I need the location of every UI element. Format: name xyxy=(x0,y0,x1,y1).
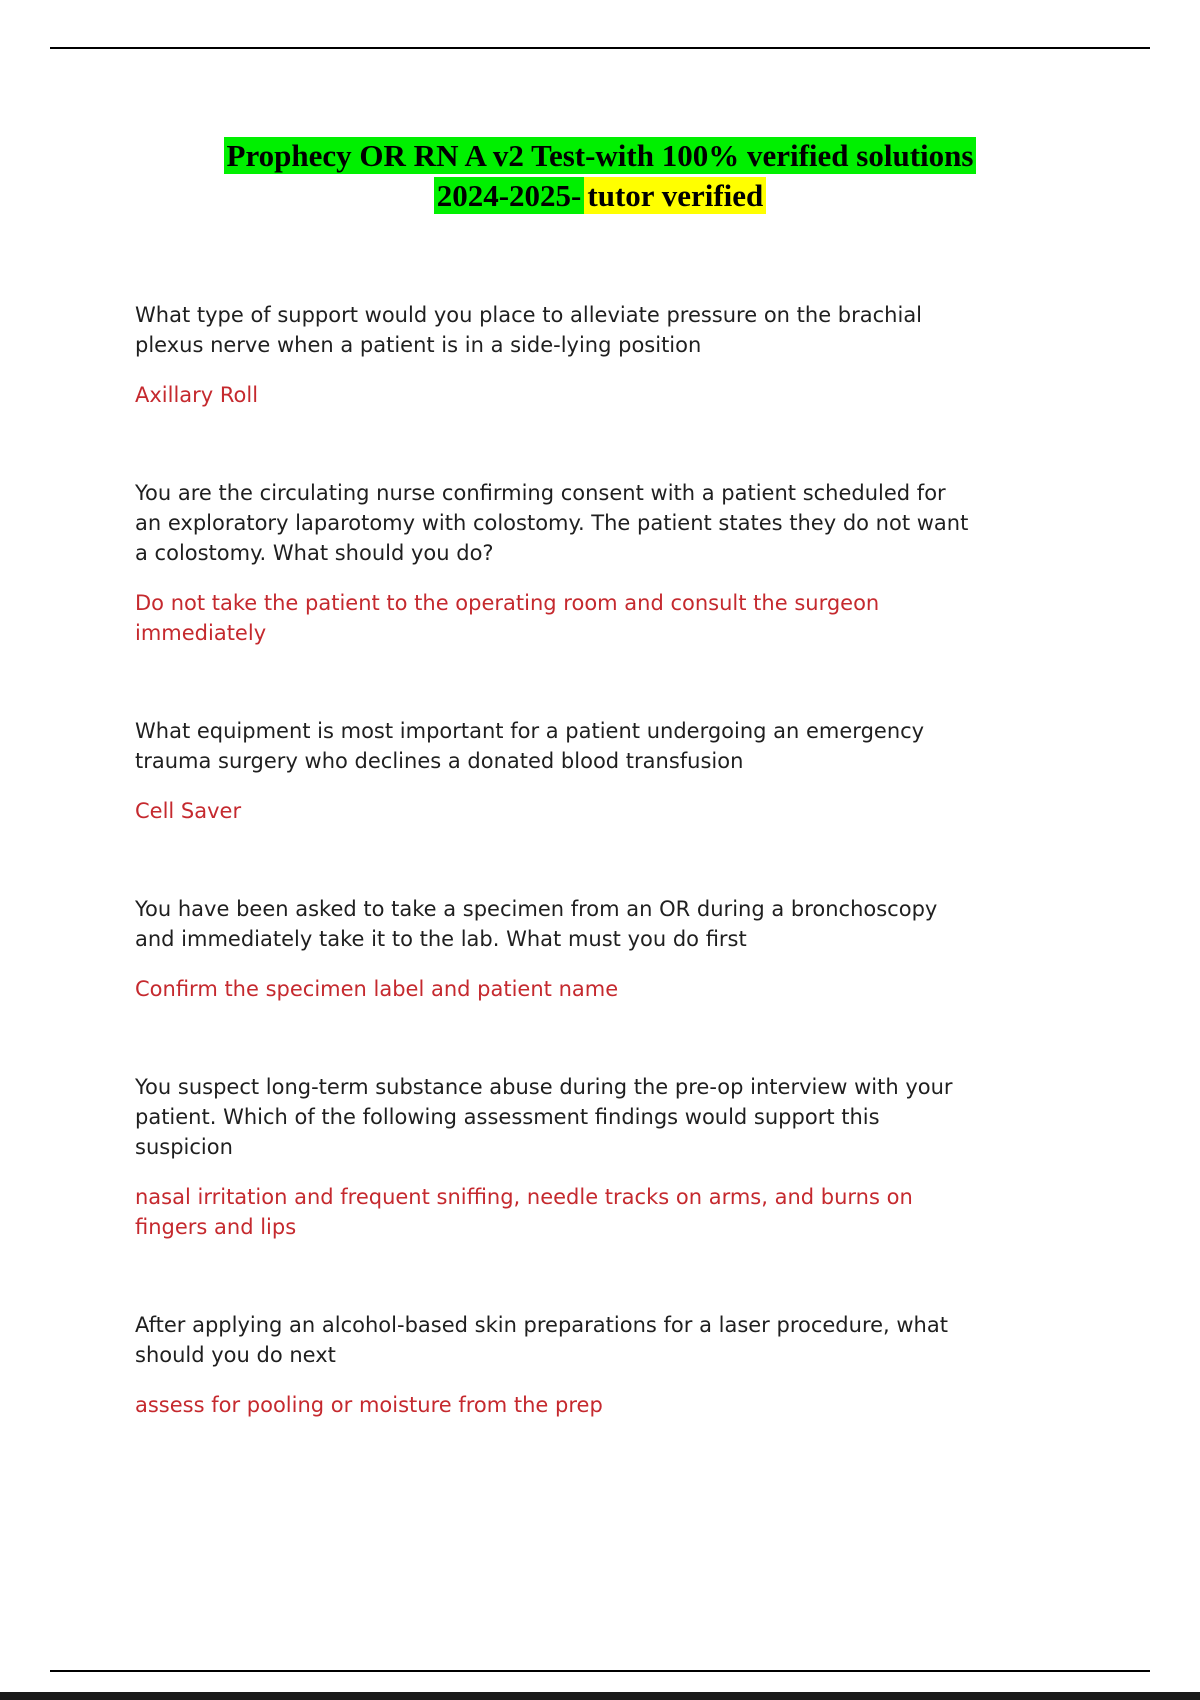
qa-block xyxy=(135,478,975,648)
document-title xyxy=(0,136,1200,216)
answer-text: nasal irritation and frequent sniffing, needle tracks on arms, and burns on fingers and lips xyxy=(135,1185,913,1239)
bottom-divider xyxy=(50,1670,1150,1672)
title-line1-green-highlight: Prophecy OR RN A v2 Test-with 100% verified solutions xyxy=(224,137,977,174)
qa-block xyxy=(135,300,975,410)
question-text: You suspect long-term substance abuse during the pre-op interview with your patient. Which of the following assessment findings would support this suspicion xyxy=(135,1075,953,1159)
question-text: You have been asked to take a specimen from an OR during a bronchoscopy and immediately take it to the lab. What must you do first xyxy=(135,897,938,951)
page-bottom-edge xyxy=(0,1692,1200,1700)
qa-block xyxy=(135,1072,975,1242)
question-text: You are the circulating nurse confirming consent with a patient scheduled for an exploratory laparotomy with colostomy. The patient states they do not want a colostomy. What should you do? xyxy=(135,481,969,565)
answer-text: Do not take the patient to the operating room and consult the surgeon immediately xyxy=(135,591,880,645)
title-line2-green-highlight: 2024-2025- xyxy=(434,177,585,214)
qa-block xyxy=(135,1310,975,1420)
answer-text: Confirm the specimen label and patient name xyxy=(135,977,619,1001)
answer-text: assess for pooling or moisture from the prep xyxy=(135,1393,603,1417)
top-divider xyxy=(50,47,1150,49)
qa-block xyxy=(135,894,975,1004)
answer-text: Axillary Roll xyxy=(135,383,259,407)
answer-text: Cell Saver xyxy=(135,799,242,823)
title-line2-yellow-highlight: tutor verified xyxy=(584,177,766,214)
question-text: What type of support would you place to alleviate pressure on the brachial plexus nerve when a patient is in a side-lying position xyxy=(135,303,923,357)
qa-block xyxy=(135,716,975,826)
qa-content xyxy=(135,300,975,1488)
question-text: What equipment is most important for a patient undergoing an emergency trauma surgery who declines a donated blood transfusion xyxy=(135,719,925,773)
question-text: After applying an alcohol-based skin preparations for a laser procedure, what should you do next xyxy=(135,1313,948,1367)
